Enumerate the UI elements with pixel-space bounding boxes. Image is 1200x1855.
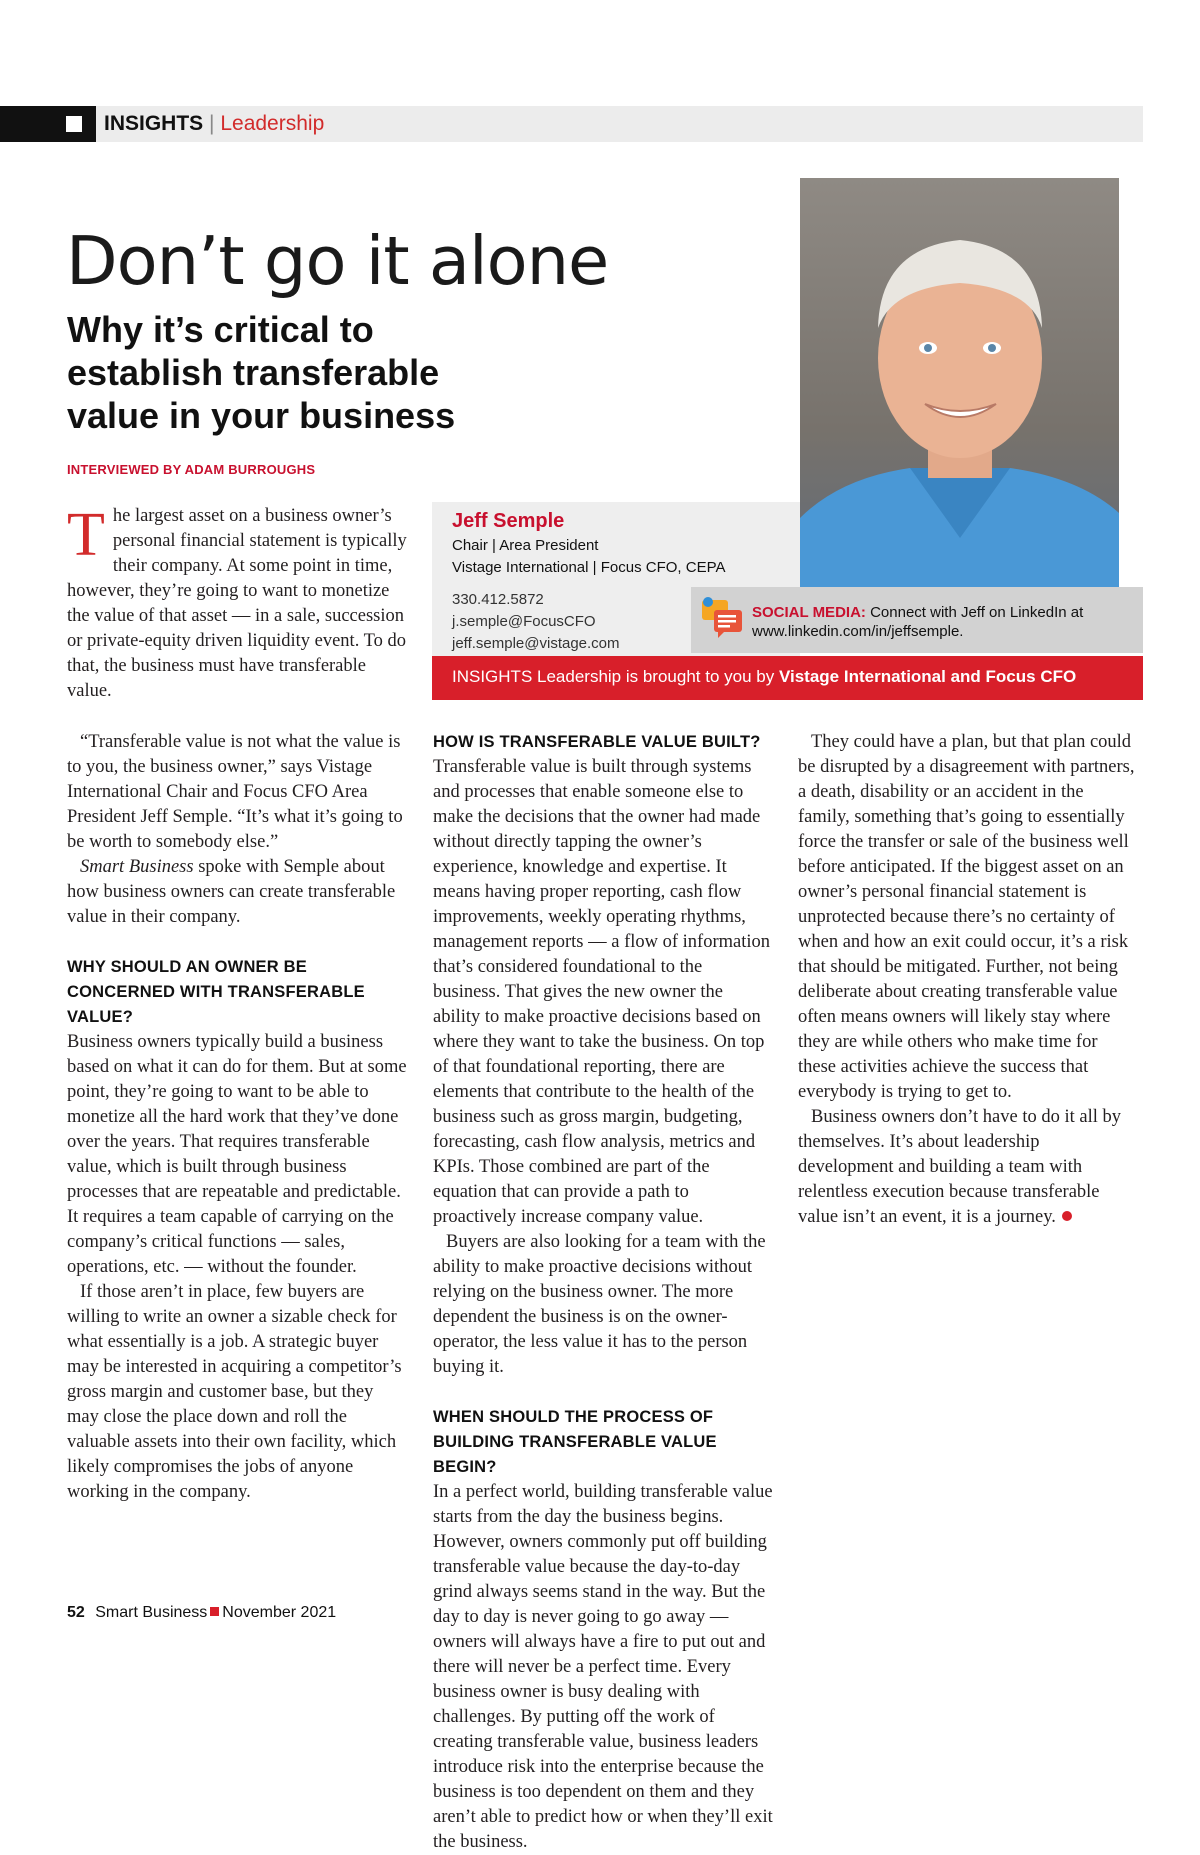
chat-bubbles-icon bbox=[700, 596, 744, 640]
body-column-1 bbox=[67, 730, 407, 1505]
sponsor-prefix: INSIGHTS Leadership is brought to you by bbox=[452, 667, 775, 686]
page-footer bbox=[67, 1604, 336, 1622]
section-marker bbox=[0, 106, 96, 142]
sponsor-names: Vistage International and Focus CFO bbox=[778, 667, 1077, 686]
why-paragraph-1: Business owners typically build a business based on what it can do for them. But at some point, they’re going to want to be able to monetize all the hard work that they’ve done over the years. That requires transferable value, which is built through business processes that are repeatable and predictable. It requires a team capable of carrying on the company’s critical functions — sales, operations, etc. — without the founder. bbox=[67, 1032, 407, 1277]
issue-date: November 2021 bbox=[222, 1604, 337, 1621]
heading-when: WHEN SHOULD THE PROCESS OF BUILDING TRANSFERABLE VALUE BEGIN? bbox=[433, 1408, 717, 1476]
when-paragraph-3 bbox=[798, 1105, 1138, 1230]
how-paragraph-1: Transferable value is built through systems and processes that enable someone else to make the decisions that the owner had made without directly tapping the owner’s experience, knowledge and expertise. It means having proper reporting, cash flow improvements, weekly operating rhythms, management reports — a flow of information that’s considered foundational to the business. That gives the new owner the ability to make proactive decisions based on where they want to take the business. On top of that foundational reporting, there are elements that contribute to the health of the business such as gross margin, budgeting, forecasting, cash flow analysis, metrics and KPIs. Those combined are part of the equation that can provide a path to proactively increase company value. bbox=[433, 757, 771, 1227]
intro-paragraph-3-text: spoke with Semple about how business owners can create transferable value in their company. bbox=[67, 857, 396, 927]
why-paragraph-2: If those aren’t in place, few buyers are willing to write an owner a sizable check for what essentially is a job. A strategic buyer may be interested in acquiring a competitor’s gross margin and customer base, but they may close the place down and roll the valuable assets into their own facility, which likely compromises the jobs of anyone working in the company. bbox=[67, 1282, 402, 1502]
heading-why: WHY SHOULD AN OWNER BE CONCERNED WITH TRANSFERABLE VALUE? bbox=[67, 958, 365, 1026]
how-paragraph-2: Buyers are also looking for a team with the ability to make proactive decisions without relying on the business owner. The more dependent the business is on the owner-operator, the less value it has to the person buying it. bbox=[433, 1232, 766, 1377]
section-label bbox=[104, 112, 324, 136]
heading-how: HOW IS TRANSFERABLE VALUE BUILT? bbox=[433, 733, 761, 751]
bio-organization: Vistage International | Focus CFO, CEPA bbox=[452, 559, 726, 576]
publication-name: Smart Business bbox=[95, 1604, 208, 1621]
publication-name-italic: Smart Business bbox=[80, 857, 194, 877]
body-column-2 bbox=[433, 730, 773, 1855]
when-paragraph-1: In a perfect world, building transferable value starts from the day the business begins. However, owners commonly put off building transferable value because the day-to-day grind always seems stand in the way. But the day to day is never going to go away — owners will always have a fire to put out and there will never be a perfect time. Every business owner is busy dealing with challenges. By putting off the work of creating transferable value, business leaders introduce risk into the enterprise because the business is too dependent on them and they aren’t able to predict how or when they’ll exit the business. bbox=[433, 1482, 773, 1852]
body-column-3 bbox=[798, 730, 1138, 1230]
when-paragraph-3-text: Business owners don’t have to do it all by themselves. It’s about leadership development and building a team with relentless execution because transferable value isn’t an event, it is a journey. bbox=[798, 1107, 1122, 1227]
section-title: INSIGHTS bbox=[104, 112, 204, 135]
social-media-link-text[interactable]: Connect with Jeff on LinkedIn at www.linkedin.com/in/jeffsemple. bbox=[752, 604, 1084, 640]
intro-paragraph-1: he largest asset on a business owner’s personal financial statement is typically their company. At some point in time, however, they’re going to want to monetize the value of that asset — in a sale, succession or private-equity driven liquidity event. To do that, the business must have transferable value. bbox=[67, 506, 407, 701]
section-bar bbox=[0, 106, 1143, 142]
section-subtitle: Leadership bbox=[220, 112, 325, 135]
footer-square-icon bbox=[210, 1607, 219, 1616]
portrait-photo bbox=[800, 178, 1119, 598]
bio-name: Jeff Semple bbox=[452, 510, 565, 532]
sponsor-text bbox=[452, 667, 1076, 687]
article-headline: Don’t go it alone bbox=[66, 222, 609, 300]
social-media-text bbox=[752, 603, 1137, 641]
bio-phone: 330.412.5872 bbox=[452, 591, 544, 608]
bio-title: Chair | Area President bbox=[452, 537, 599, 554]
intro-paragraph-2: “Transferable value is not what the value is to you, the business owner,” says Vistage International Chair and Focus CFO Area President Jeff Semple. “It’s what it’s going to be worth to somebody else.” bbox=[67, 732, 403, 852]
drop-cap: T bbox=[67, 501, 105, 569]
bio-email-focuscfo[interactable]: j.semple@FocusCFO bbox=[452, 613, 596, 630]
intro-text bbox=[67, 501, 407, 704]
article-subheadline: Why it’s critical to establish transferable value in your business bbox=[67, 309, 456, 436]
section-separator: | bbox=[209, 112, 215, 135]
when-paragraph-2: They could have a plan, but that plan could be disrupted by a disagreement with partners, a death, disability or an accident in the family, something that’s going to essentially force the transfer or sale of the business well before anticipated. If the biggest asset on an owner’s personal financial statement is unprotected because there’s no certainty of when and how an exit could occur, it’s a risk that should be mitigated. Further, not being deliberate about creating transferable value often means owners will likely stay where they are while others who make time for these activities achieve the success that everybody is trying to get to. bbox=[798, 732, 1135, 1102]
intro-paragraph-3 bbox=[67, 855, 407, 930]
article-byline: INTERVIEWED BY ADAM BURROUGHS bbox=[67, 462, 316, 477]
end-mark-icon bbox=[1062, 1211, 1072, 1221]
bio-email-vistage[interactable]: jeff.semple@vistage.com bbox=[452, 635, 620, 652]
section-square-icon bbox=[66, 116, 82, 132]
social-media-label: SOCIAL MEDIA: bbox=[752, 604, 866, 621]
page-number: 52 bbox=[67, 1604, 85, 1621]
